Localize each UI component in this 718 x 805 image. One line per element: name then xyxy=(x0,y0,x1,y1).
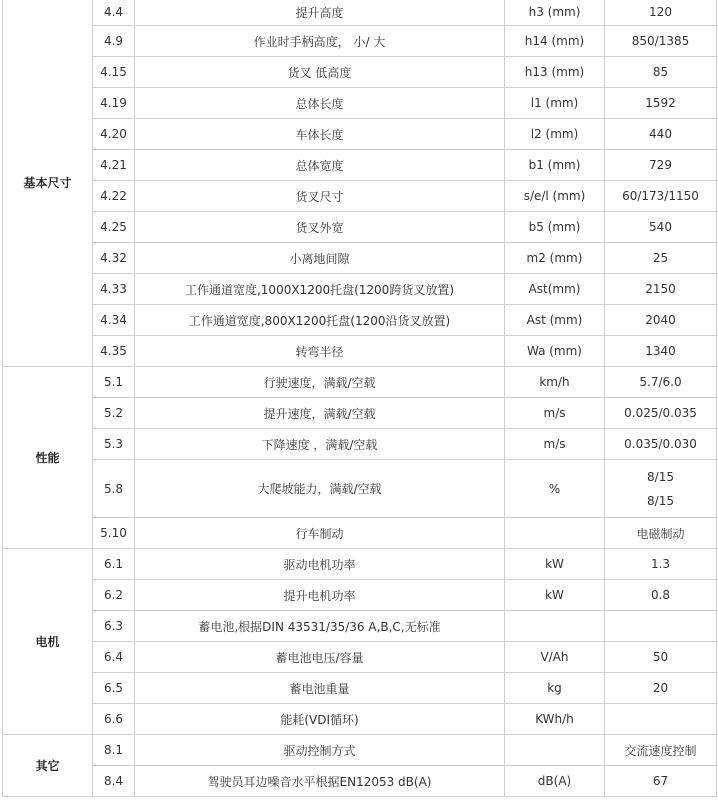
table-row xyxy=(3,518,717,549)
row-unit: m/s xyxy=(505,398,605,429)
row-unit: m2 (mm) xyxy=(505,243,605,274)
row-code: 6.6 xyxy=(93,704,135,735)
row-item: 总体长度 xyxy=(135,88,505,119)
row-code: 6.4 xyxy=(93,642,135,673)
table-row xyxy=(3,305,717,336)
row-value: 25 xyxy=(605,243,717,274)
row-item: 能耗(VDI循环) xyxy=(135,704,505,735)
row-code: 8.4 xyxy=(93,766,135,797)
row-item: 货叉外宽 xyxy=(135,212,505,243)
row-code: 4.33 xyxy=(93,274,135,305)
row-value: 0.035/0.030 xyxy=(605,429,717,460)
row-unit: b5 (mm) xyxy=(505,212,605,243)
row-code: 6.5 xyxy=(93,673,135,704)
row-item: 小离地间隙 xyxy=(135,243,505,274)
row-item: 蓄电池,根据DIN 43531/35/36 A,B,C,无标准 xyxy=(135,611,505,642)
row-code: 5.1 xyxy=(93,367,135,398)
row-value: 2150 xyxy=(605,274,717,305)
row-value-line: 8/15 xyxy=(647,469,674,484)
row-code: 6.1 xyxy=(93,549,135,580)
row-value: 85 xyxy=(605,57,717,88)
group-label: 电机 xyxy=(3,549,93,735)
row-unit: h13 (mm) xyxy=(505,57,605,88)
row-value xyxy=(605,460,717,518)
row-unit: dB(A) xyxy=(505,766,605,797)
table-row xyxy=(3,735,717,766)
row-unit: kW xyxy=(505,549,605,580)
table-row xyxy=(3,549,717,580)
row-value: 1592 xyxy=(605,88,717,119)
row-item: 提升速度，满载/空载 xyxy=(135,398,505,429)
row-unit: h14 (mm) xyxy=(505,26,605,57)
row-value: 60/173/1150 xyxy=(605,181,717,212)
row-value: 5.7/6.0 xyxy=(605,367,717,398)
table-row xyxy=(3,274,717,305)
row-item: 货叉尺寸 xyxy=(135,181,505,212)
row-unit: kW xyxy=(505,580,605,611)
row-item: 行驶速度，满载/空载 xyxy=(135,367,505,398)
row-unit: V/Ah xyxy=(505,642,605,673)
table-row xyxy=(3,212,717,243)
table-row xyxy=(3,766,717,797)
row-value xyxy=(605,704,717,735)
row-item: 总体宽度 xyxy=(135,150,505,181)
row-item: 驾驶员耳边噪音水平根据EN12053 dB(A) xyxy=(135,766,505,797)
row-unit xyxy=(505,735,605,766)
row-value: 440 xyxy=(605,119,717,150)
row-value: 540 xyxy=(605,212,717,243)
table-row xyxy=(3,336,717,367)
row-code: 4.35 xyxy=(93,336,135,367)
row-unit: km/h xyxy=(505,367,605,398)
group-label: 基本尺寸 xyxy=(3,0,93,367)
table-row xyxy=(3,26,717,57)
row-item: 转弯半径 xyxy=(135,336,505,367)
group-label: 性能 xyxy=(3,367,93,549)
row-item: 行车制动 xyxy=(135,518,505,549)
table-row xyxy=(3,611,717,642)
row-value: 850/1385 xyxy=(605,26,717,57)
row-item: 作业时手柄高度， 小/ 大 xyxy=(135,26,505,57)
row-unit xyxy=(505,518,605,549)
table-row xyxy=(3,243,717,274)
row-item: 车体长度 xyxy=(135,119,505,150)
row-code: 4.20 xyxy=(93,119,135,150)
row-value: 67 xyxy=(605,766,717,797)
table-row xyxy=(3,580,717,611)
row-unit: Ast(mm) xyxy=(505,274,605,305)
row-item: 蓄电池电压/容量 xyxy=(135,642,505,673)
row-code: 4.9 xyxy=(93,26,135,57)
row-code: 6.2 xyxy=(93,580,135,611)
table-row xyxy=(3,119,717,150)
row-unit xyxy=(505,611,605,642)
row-item: 提升电机功率 xyxy=(135,580,505,611)
row-code: 6.3 xyxy=(93,611,135,642)
row-value xyxy=(605,611,717,642)
row-code: 8.1 xyxy=(93,735,135,766)
row-value-line: 8/15 xyxy=(647,493,674,508)
spec-table xyxy=(2,0,717,797)
row-value: 0.8 xyxy=(605,580,717,611)
row-value: 50 xyxy=(605,642,717,673)
row-unit: m/s xyxy=(505,429,605,460)
table-row xyxy=(3,460,717,518)
table-row xyxy=(3,398,717,429)
table-row xyxy=(3,704,717,735)
row-unit: b1 (mm) xyxy=(505,150,605,181)
row-code: 4.4 xyxy=(93,0,135,26)
table-row xyxy=(3,150,717,181)
row-item: 工作通道宽度,800X1200托盘(1200沿货叉放置) xyxy=(135,305,505,336)
row-unit: l2 (mm) xyxy=(505,119,605,150)
row-value: 20 xyxy=(605,673,717,704)
row-value: 电磁制动 xyxy=(605,518,717,549)
row-unit: h3 (mm) xyxy=(505,0,605,26)
row-code: 5.3 xyxy=(93,429,135,460)
row-code: 4.21 xyxy=(93,150,135,181)
row-unit: KWh/h xyxy=(505,704,605,735)
group-label: 其它 xyxy=(3,735,93,797)
table-row xyxy=(3,88,717,119)
row-value: 1340 xyxy=(605,336,717,367)
row-unit: l1 (mm) xyxy=(505,88,605,119)
row-code: 5.2 xyxy=(93,398,135,429)
row-item: 蓄电池重量 xyxy=(135,673,505,704)
table-row xyxy=(3,642,717,673)
row-code: 4.22 xyxy=(93,181,135,212)
row-value: 1.3 xyxy=(605,549,717,580)
row-item: 提升高度 xyxy=(135,0,505,26)
row-item: 驱动电机功率 xyxy=(135,549,505,580)
spec-table-body xyxy=(3,0,717,797)
row-unit: kg xyxy=(505,673,605,704)
table-row xyxy=(3,0,717,26)
row-code: 5.8 xyxy=(93,460,135,518)
row-code: 4.25 xyxy=(93,212,135,243)
row-code: 4.19 xyxy=(93,88,135,119)
row-value: 0.025/0.035 xyxy=(605,398,717,429)
row-unit: s/e/l (mm) xyxy=(505,181,605,212)
row-code: 4.32 xyxy=(93,243,135,274)
table-row xyxy=(3,673,717,704)
table-row xyxy=(3,429,717,460)
row-item: 下降速度 ，满载/空载 xyxy=(135,429,505,460)
row-unit: Ast (mm) xyxy=(505,305,605,336)
row-code: 5.10 xyxy=(93,518,135,549)
row-item: 驱动控制方式 xyxy=(135,735,505,766)
row-value: 729 xyxy=(605,150,717,181)
row-unit: % xyxy=(505,460,605,518)
row-value: 交流速度控制 xyxy=(605,735,717,766)
row-value: 2040 xyxy=(605,305,717,336)
table-row xyxy=(3,57,717,88)
table-row xyxy=(3,367,717,398)
row-code: 4.15 xyxy=(93,57,135,88)
row-unit: Wa (mm) xyxy=(505,336,605,367)
table-row xyxy=(3,181,717,212)
row-item: 大爬坡能力，满载/空载 xyxy=(135,460,505,518)
row-item: 工作通道宽度,1000X1200托盘(1200跨货叉放置) xyxy=(135,274,505,305)
row-item: 货叉 低高度 xyxy=(135,57,505,88)
row-value: 120 xyxy=(605,0,717,26)
row-code: 4.34 xyxy=(93,305,135,336)
